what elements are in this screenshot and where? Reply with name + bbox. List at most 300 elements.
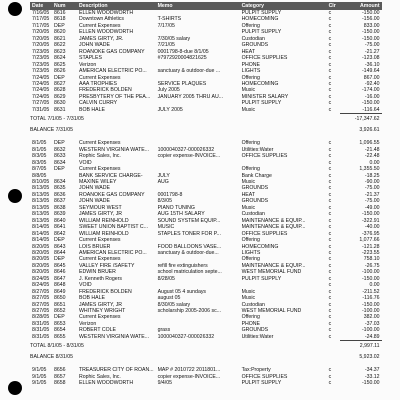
cell-date: 7/24/05 — [32, 87, 50, 94]
cell-amount: -150.00 — [361, 301, 380, 308]
cell-num: 8658 — [54, 380, 66, 387]
cell-date: 8/20/05 — [32, 262, 50, 269]
cell-clr: c — [328, 295, 332, 302]
cell-num: 8657 — [54, 373, 66, 380]
cell-category: PULPIT SUPPLY — [241, 275, 282, 282]
cell-num: 8625 — [54, 61, 66, 68]
cell-date: 8/24/05 — [32, 282, 50, 289]
august-transactions — [30, 140, 382, 341]
cell-amount: -75.00 — [364, 198, 380, 205]
cell-category: Music — [241, 87, 256, 94]
cell-clr: c — [328, 159, 332, 166]
cell-memo: 0001798-8 — [157, 191, 183, 198]
cell-date: 7/27/05 — [32, 100, 50, 107]
cell-num: 8627 — [54, 80, 66, 87]
cell-clr: c — [328, 288, 332, 295]
balance-amount: 5,923.02 — [359, 354, 380, 361]
cell-category: Music — [241, 204, 256, 211]
cell-description: Current Expenses — [79, 166, 121, 173]
cell-category: WEST MEMORIAL FUND — [241, 308, 302, 315]
cell-date: 9/1/05 — [32, 367, 47, 374]
cell-category: Music — [241, 178, 256, 185]
cell-memo: sanctuary & outdoor-due ... — [157, 68, 221, 75]
cell-amount: -116.76 — [362, 295, 380, 302]
cell-clr: c — [328, 204, 332, 211]
cell-amount: -156.00 — [361, 16, 380, 23]
cell-amount: -24.89 — [364, 333, 380, 340]
july-transactions — [30, 10, 382, 114]
cell-amount: -116.64 — [362, 106, 380, 113]
cell-memo: 7/17/05 — [157, 22, 175, 29]
cell-description: VOID — [79, 159, 92, 166]
cell-date: 7/17/05 — [32, 22, 50, 29]
cell-num: 8656 — [54, 367, 66, 374]
cell-clr: c — [328, 10, 332, 16]
table-row — [30, 68, 382, 74]
cell-num: 8643 — [54, 243, 66, 250]
cell-clr: c — [328, 55, 332, 62]
cell-description: JOHN WADE — [79, 198, 110, 205]
cell-clr: c — [328, 211, 332, 218]
cell-category: GROUNDS — [241, 327, 269, 334]
cell-num: 8645 — [54, 262, 66, 269]
cell-num: DEP — [54, 74, 65, 81]
cell-clr: c — [328, 327, 332, 334]
cell-clr: c — [328, 16, 332, 23]
cell-category: PHONE — [241, 61, 261, 68]
cell-amount: -75.00 — [364, 185, 380, 192]
cell-date: 7/23/05 — [32, 48, 50, 55]
cell-category: OFFICE SUPPLIES — [241, 230, 288, 237]
cell-date: 7/16/05 — [32, 10, 50, 16]
cell-category: MAINTENANCE & EQUIP... — [241, 262, 306, 269]
cell-description: ELLEN WOODWORTH — [79, 380, 134, 387]
cell-category: HOMECOMING — [241, 16, 279, 23]
cell-amount: -100.00 — [361, 308, 380, 315]
total-amount: -17,347.62 — [340, 114, 382, 125]
cell-description: JOHN WADE — [79, 185, 110, 192]
cell-category: OFFICE SUPPLIES — [241, 153, 288, 160]
cell-clr: c — [328, 29, 332, 36]
cell-description: J. Kenneth Rogers — [79, 275, 122, 282]
cell-date: 8/8/05 — [32, 172, 47, 179]
cell-amount: 1,077.66 — [359, 237, 380, 244]
cell-amount: -150.00 — [361, 211, 380, 218]
cell-amount: 867.00 — [363, 74, 380, 81]
cell-num: 8647 — [54, 275, 66, 282]
cell-category: GROUNDS — [241, 42, 269, 49]
cell-memo: FOOD BALLOONS VASE... — [157, 243, 222, 250]
cell-date: 7/31/05 — [32, 107, 50, 114]
cell-date: 7/24/05 — [32, 74, 50, 81]
cell-memo: MUSIC — [157, 224, 175, 231]
cell-amount: -26.75 — [364, 262, 380, 269]
cell-date: 8/31/05 — [32, 334, 50, 341]
cell-num: 8632 — [54, 146, 66, 153]
cell-clr: c — [328, 166, 332, 173]
cell-num: 8634 — [54, 178, 66, 185]
cell-num: 8618 — [54, 16, 66, 23]
total-amount: 2,997.11 — [340, 341, 382, 352]
cell-amount: -21.27 — [364, 48, 380, 55]
cell-memo: STAPLES TONER FOR P... — [157, 230, 221, 237]
cell-date: 8/20/05 — [32, 243, 50, 250]
cell-memo: AUG — [157, 178, 169, 185]
table-row — [30, 269, 382, 275]
cell-clr: c — [328, 146, 332, 153]
cell-date: 8/3/05 — [32, 153, 47, 160]
cell-memo: JANUARY 2005 THRU AU... — [157, 93, 224, 100]
cell-clr: c — [328, 178, 332, 185]
cell-category: Custodian — [241, 35, 265, 42]
cell-description: Rophic Sales, Inc. — [79, 153, 121, 160]
cell-description: Current Expenses — [79, 256, 121, 263]
cell-category: Offering — [241, 140, 260, 147]
cell-description: WILLIAM REINHOLD — [79, 230, 129, 237]
cell-clr: c — [328, 35, 332, 42]
cell-description: BOB HALE — [79, 295, 105, 302]
cell-clr: c — [328, 380, 332, 387]
table-row — [30, 107, 382, 114]
cell-description: ROANOKE GAS COMPANY — [79, 191, 145, 198]
cell-date: 8/13/05 — [32, 204, 50, 211]
cell-category: Offering — [241, 237, 260, 244]
cell-date: 8/31/05 — [32, 320, 50, 327]
cell-clr: c — [328, 191, 332, 198]
cell-category: MAINTENANCE & EQUIP... — [241, 217, 306, 224]
cell-date: 8/13/05 — [32, 217, 50, 224]
cell-memo: 7/21/05 — [157, 42, 175, 49]
cell-description: AMERICAN ELECTRIC PO... — [79, 68, 147, 75]
cell-category: Utilities:Water — [241, 146, 274, 153]
cell-date: 8/31/05 — [32, 327, 50, 334]
cell-num: 8654 — [54, 327, 66, 334]
cell-category: Offering — [241, 22, 260, 29]
cell-date: 8/27/05 — [32, 295, 50, 302]
cell-clr: c — [328, 153, 332, 160]
cell-date: 8/27/05 — [32, 308, 50, 315]
cell-category: WEST MEMORIAL FUND — [241, 269, 302, 276]
cell-num: DEP — [54, 140, 65, 147]
cell-description: JAMES GIRTY, JR. — [79, 35, 124, 42]
cell-num: 8631 — [54, 107, 66, 114]
cell-memo: august 05 — [157, 295, 181, 302]
cell-num: 8648 — [54, 282, 66, 289]
cell-amount: -100.00 — [361, 269, 380, 276]
cell-description: CALVIN CURRY — [79, 100, 118, 107]
cell-memo: 0001798-8-due 8/1/05 — [157, 48, 209, 55]
cell-description: WESTERN VIRGINIA WATE... — [79, 334, 150, 341]
cell-description: MAXINE WILEY — [79, 178, 117, 185]
cell-memo: August 05 4 sundays — [157, 288, 207, 295]
cell-memo: SOUND SYSTEM EQUIP... — [157, 217, 221, 224]
cell-num: 8622 — [54, 42, 66, 49]
cell-num: 8634 — [54, 159, 66, 166]
cell-description: Current Expenses — [79, 22, 121, 29]
col-header-clr: Clr — [327, 2, 340, 10]
cell-num: 8653 — [54, 320, 66, 327]
cell-memo: JULY 2005 — [157, 107, 183, 114]
cell-num: DEP — [54, 256, 65, 263]
cell-description: Current Expenses — [79, 140, 121, 147]
cell-category: GROUNDS — [241, 185, 269, 192]
cell-date: 8/14/05 — [32, 230, 50, 237]
cell-num: 8629 — [54, 93, 66, 100]
total-row — [30, 114, 382, 125]
cell-amount: -100.00 — [361, 327, 380, 334]
cell-date: 8/13/05 — [32, 191, 50, 198]
cell-description: EDWIN BRUER — [79, 269, 116, 276]
cell-memo: #7972920004821625 — [157, 55, 207, 62]
cell-clr: c — [328, 282, 332, 289]
cell-clr: c — [328, 262, 332, 269]
header-row — [30, 2, 382, 10]
cell-description: SEYMOUR WEST — [79, 204, 122, 211]
cell-category: Music — [241, 288, 256, 295]
cell-clr: c — [328, 42, 332, 49]
cell-description: ELLEN WOODWORTH — [79, 10, 134, 16]
cell-category: OFFICE SUPPLIES — [241, 55, 288, 62]
cell-amount: -33.12 — [364, 373, 380, 380]
cell-amount: -149.64 — [361, 68, 380, 75]
cell-category: Music — [241, 295, 256, 302]
cell-description: STAPLES — [79, 55, 102, 62]
cell-clr: c — [328, 334, 332, 341]
cell-description: SWEET UNION BAPTIST C... — [79, 224, 148, 231]
col-header-description: Description — [77, 2, 156, 10]
cell-category: OFFICE SUPPLIES — [241, 373, 288, 380]
cell-amount: -34.37 — [364, 367, 380, 374]
cell-date: 8/28/05 — [32, 314, 50, 321]
balance-amount: 3,926.61 — [359, 127, 380, 134]
cell-date: 7/24/05 — [32, 93, 50, 100]
cell-num: 8623 — [54, 48, 66, 55]
cell-description: JOHN WADE — [79, 42, 110, 49]
cell-memo: T-SHIRTS — [157, 16, 182, 23]
cell-clr: c — [328, 48, 332, 55]
cell-memo: sanctuary & outdoor-due... — [157, 249, 219, 256]
cell-num: 8655 — [54, 334, 66, 341]
col-header-num: Num — [52, 2, 77, 10]
cell-category: Music — [241, 107, 256, 114]
balance-label: BALANCE 7/31/05 — [30, 127, 73, 134]
cell-amount: -75.00 — [364, 42, 380, 49]
cell-clr: c — [328, 237, 332, 244]
binder-hole-bottom — [8, 381, 22, 395]
cell-num: 8646 — [54, 269, 66, 276]
cell-date: 8/27/05 — [32, 301, 50, 308]
cell-memo: copier expense-INVOICE... — [157, 153, 221, 160]
cell-clr: c — [328, 256, 332, 263]
cell-memo: 7/30/05 salary — [157, 35, 191, 42]
cell-date: 7/20/05 — [32, 35, 50, 42]
cell-amount: -150.00 — [361, 29, 380, 36]
cell-num: DEP — [54, 22, 65, 29]
cell-date: 9/1/05 — [32, 380, 47, 387]
cell-num: 8635 — [54, 185, 66, 192]
cell-category: MAINTENANCE & EQUIP... — [241, 224, 306, 231]
cell-category: Custodian — [241, 301, 265, 308]
cell-description: Current Expenses — [79, 74, 121, 81]
cell-clr: c — [328, 224, 332, 231]
cell-category: Offering — [241, 256, 260, 263]
cell-clr: c — [328, 269, 332, 276]
cell-num: DEP — [54, 166, 65, 173]
cell-clr: c — [328, 198, 332, 205]
cell-memo: MAP # 2010722 2011801... — [157, 367, 221, 374]
cell-category: HEAT — [241, 48, 256, 55]
cell-amount: -92.40 — [364, 80, 380, 87]
cell-clr: c — [328, 100, 332, 107]
cell-memo: refill fire extinguishers — [157, 262, 208, 269]
cell-date: 8/27/05 — [32, 288, 50, 295]
cell-date: 7/23/05 — [32, 55, 50, 62]
cell-description: Downtown Athletics — [79, 16, 124, 23]
cell-num: DEP — [54, 314, 65, 321]
cell-clr: c — [328, 172, 332, 179]
cell-amount: -18.25 — [364, 172, 380, 179]
cell-num: 8621 — [54, 35, 66, 42]
cell-description: PRESBYTERY OF THE PEA... — [79, 93, 151, 100]
cell-date: 8/14/05 — [32, 237, 50, 244]
cell-memo: grass — [157, 327, 171, 334]
table-row — [30, 334, 382, 341]
cell-description: JAMES GIRTY, JR — [79, 211, 123, 218]
cell-date: 8/20/05 — [32, 249, 50, 256]
cell-description: Current Expenses — [79, 314, 121, 321]
table-row — [30, 367, 382, 373]
cell-num: 8641 — [54, 224, 66, 231]
cell-memo: July 2005 — [157, 87, 180, 94]
cell-category: HEAT — [241, 191, 256, 198]
cell-amount: 758.10 — [363, 256, 380, 263]
balance-row — [30, 124, 382, 136]
cell-description: FREDERICK BOLDEN — [79, 288, 132, 295]
cell-amount: -322.91 — [361, 217, 380, 224]
cell-num: 8616 — [54, 10, 66, 16]
cell-amount: -36.10 — [364, 61, 380, 68]
cell-date: 8/20/05 — [32, 269, 50, 276]
cell-description: Rophic Sales, Inc. — [79, 373, 121, 380]
cell-description: BOB HALE — [79, 107, 105, 114]
cell-category: Offering — [241, 74, 260, 81]
cell-amount: -21.48 — [364, 146, 380, 153]
cell-memo: school matriculation septe... — [157, 269, 222, 276]
cell-memo: 8/28/05 — [157, 275, 175, 282]
cell-category: Offering — [241, 314, 260, 321]
cell-category: Tax:Property — [241, 367, 271, 374]
cell-amount: -16.00 — [364, 93, 380, 100]
cell-amount: -121.28 — [361, 243, 380, 250]
cell-num: 8624 — [54, 55, 66, 62]
cell-clr: c — [328, 22, 332, 29]
cell-num: 8637 — [54, 198, 66, 205]
cell-amount: -37.03 — [364, 320, 380, 327]
cell-clr: c — [328, 320, 332, 327]
cell-description: WILLIAM REINHOLD — [79, 217, 129, 224]
cell-date: 8/20/05 — [32, 256, 50, 263]
cell-num: 8639 — [54, 211, 66, 218]
cell-description: Verizon — [79, 320, 97, 327]
cell-num: 8649 — [54, 288, 66, 295]
cell-description: LOIS BRUER — [79, 243, 111, 250]
cell-memo: AUG 15TH SALARY — [157, 211, 205, 218]
cell-date: 8/1/05 — [32, 146, 47, 153]
cell-clr: c — [328, 74, 332, 81]
cell-description: Current Expenses — [79, 237, 121, 244]
cell-date: 8/13/05 — [32, 185, 50, 192]
cell-date: 7/20/05 — [32, 29, 50, 36]
table-row — [30, 244, 382, 250]
cell-description: ROBERT COLE — [79, 327, 116, 334]
cell-clr: c — [328, 230, 332, 237]
cell-description: BANK SERVICE CHARGE- — [79, 172, 143, 179]
cell-amount: 833.00 — [363, 22, 380, 29]
total-label: TOTAL 7/1/05 - 7/31/05 — [30, 115, 84, 122]
table-row — [30, 153, 382, 159]
cell-memo: 1000040327-000026332 — [157, 334, 215, 341]
cell-category: LIGHTS — [241, 68, 261, 75]
cell-amount: -150.00 — [361, 35, 380, 42]
cell-description: VOID — [79, 282, 92, 289]
cell-description: WESTERN VIRGINIA WATE... — [79, 146, 150, 153]
cell-description: AAA TROPHIES — [79, 80, 117, 87]
cell-date: 7/24/05 — [32, 80, 50, 87]
cell-category: GROUNDS — [241, 198, 269, 205]
september-transactions — [30, 367, 382, 386]
cell-category: PULPIT SUPPLY — [241, 100, 282, 107]
cell-date: 7/23/05 — [32, 61, 50, 68]
cell-date: 8/1/05 — [32, 140, 47, 147]
cell-category: Bank Charge — [241, 172, 272, 179]
cell-num: 8620 — [54, 29, 66, 36]
cell-amount: 0.00 — [369, 159, 380, 166]
cell-num: 8636 — [54, 191, 66, 198]
cell-clr: c — [328, 314, 332, 321]
cell-amount: 382.00 — [363, 314, 380, 321]
balance-row — [30, 351, 382, 363]
cell-clr: c — [328, 243, 332, 250]
cell-category: PULPIT SUPPLY — [241, 10, 282, 16]
cell-amount: 1,096.55 — [359, 140, 380, 147]
cell-date: 8/10/05 — [32, 178, 50, 185]
cell-category: Offering — [241, 166, 260, 173]
cell-amount: -150.00 — [361, 275, 380, 282]
cell-date: 7/23/05 — [32, 68, 50, 75]
cell-num: 8638 — [54, 204, 66, 211]
cell-num: 8630 — [54, 100, 66, 107]
cell-amount: -90.00 — [364, 178, 380, 185]
cell-amount: 1,355.50 — [359, 166, 380, 173]
cell-category: HOMECOMING — [241, 243, 279, 250]
cell-description: ELLEN WOODWORTH — [79, 29, 134, 36]
cell-clr: c — [328, 275, 332, 282]
cell-amount: -150.00 — [361, 100, 380, 107]
cell-amount: -376.95 — [361, 230, 380, 237]
total-label: TOTAL 8/1/05 - 8/31/05 — [30, 342, 84, 349]
cell-amount: -150.00 — [361, 380, 380, 387]
cell-memo: PIANO TUNING — [157, 204, 195, 211]
cell-description: WHITNEY WRIGHT — [79, 308, 126, 315]
cell-date: 8/13/05 — [32, 198, 50, 205]
cell-clr: c — [328, 308, 332, 315]
binder-hole-middle — [8, 189, 22, 203]
cell-amount: -22.48 — [364, 153, 380, 160]
col-header-category: Category — [240, 2, 327, 10]
cell-description: TREASURER CITY OF ROAN... — [79, 367, 154, 374]
col-header-date: Date — [30, 2, 52, 10]
cell-date: 8/14/05 — [32, 224, 50, 231]
